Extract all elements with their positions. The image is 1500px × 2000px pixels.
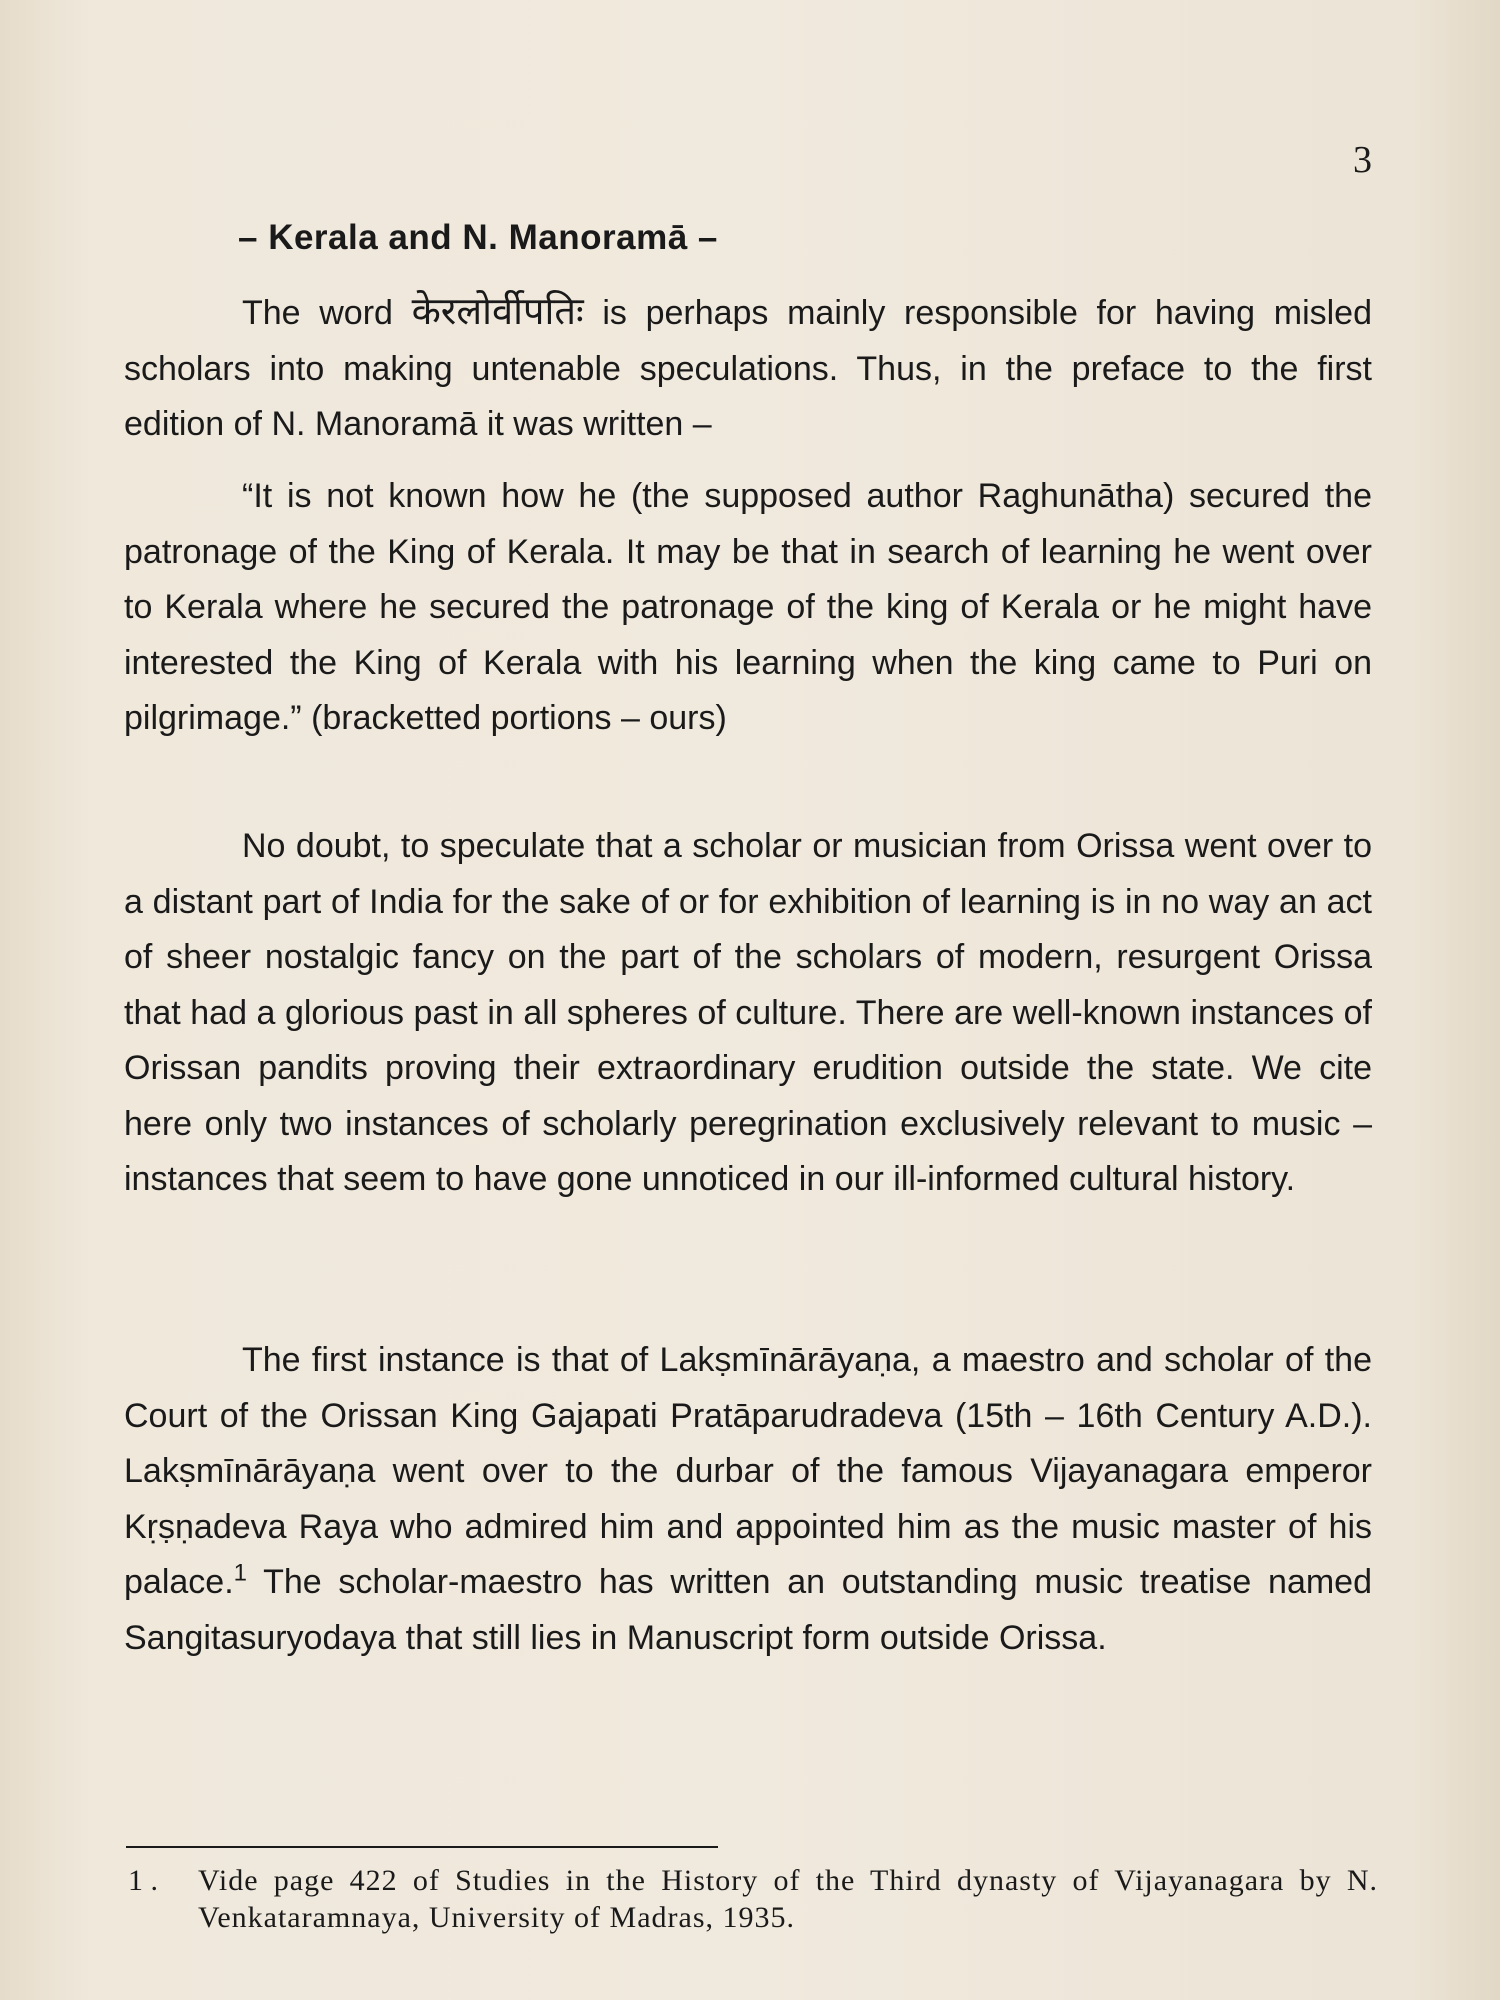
quotation-text: “It is not known how he (the supposed author Raghunātha) secured the patronage of the King of Kerala. It may be that in search of learning he went over to Kerala where he secured the patronage of the king of Kerala or he might have interested the King of Kerala with his learning when the king came to Puri on pilgrimage.” (bracketted portions – ours) — [124, 477, 1372, 737]
paragraph-4 — [124, 1333, 1372, 1666]
paragraph-1-lead: The word — [242, 294, 412, 332]
paragraph-3-text: No doubt, to speculate that a scholar or musician from Orissa went over to a distant part of India for the sake of or for exhibition of learning is in no way an act of sheer nostalgic fancy on the part of the scholars of modern, resurgent Orissa that had a glorious past in all spheres of culture. There are well-known instances of Orissan pandits proving their extraordinary erudition outside the state. We cite here only two instances of scholarly peregrination exclusively relevant to music – instances that seem to have gone unnoticed in our ill-informed cultural history. — [124, 827, 1372, 1198]
section-heading: – Kerala and N. Manoramā – — [238, 218, 718, 257]
footnote-reference[interactable]: 1 — [233, 1559, 247, 1587]
footnote — [126, 1862, 1378, 1936]
footnote-divider — [126, 1846, 718, 1848]
page-number: 3 — [1353, 139, 1372, 181]
paragraph-2 — [124, 469, 1372, 747]
paragraph-4-text: The first instance is that of Lakṣmīnārāyaṇa, a maestro and scholar of the Court of the Orissan King Gajapati Pratāparudradeva (15th – 16th Century A.D.). Lakṣmīnārāyaṇa went over to the durbar of the famous Vijayanagara emperor Kṛṣṇadeva Raya who admired him and appointed him as the music master of his palace. — [124, 1341, 1372, 1601]
paragraph-1 — [124, 284, 1372, 453]
paragraph-1-text: is perhaps mainly responsible for having misled scholars into making untenable speculations. Thus, in the preface to the first edition of N. Manoramā it was written – — [124, 294, 1372, 443]
footnote-number: 1 . — [128, 1864, 158, 1897]
devanagari-term: केरलोर्वीपतिः — [411, 289, 584, 333]
paragraph-4-text-end: The scholar-maestro has written an outstanding music treatise named Sangitasuryodaya that still lies in Manuscript form outside Orissa. — [124, 1563, 1372, 1657]
paragraph-3 — [124, 819, 1372, 1208]
footnote-text: Vide page 422 of Studies in the History of the Third dynasty of Vijayanagara by N. Venkataramnaya, University of Madras, 1935. — [198, 1864, 1378, 1934]
